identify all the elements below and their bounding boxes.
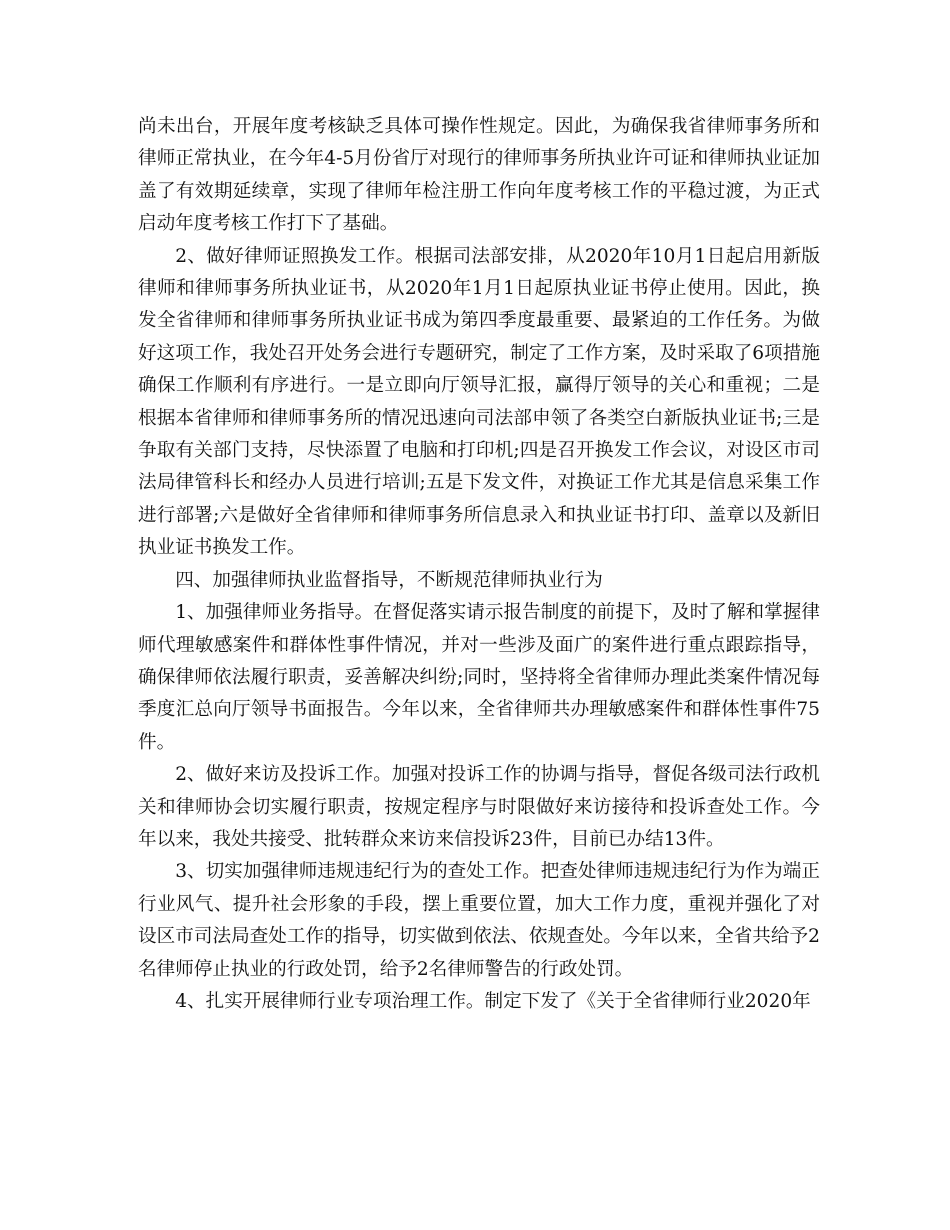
paragraph-complaints: 2、做好来访及投诉工作。加强对投诉工作的协调与指导，督促各级司法行政机关和律师协会切实履行职责，按规定程序与时限做好来访接待和投诉查处工作。今年以来，我处共接受、批转群众来访来信投诉23件，目前已办结13件。: [138, 764, 820, 850]
paragraph-special-governance: 4、扎实开展律师行业专项治理工作。制定下发了《关于全省律师行业2020年: [175, 990, 811, 1012]
paragraph-violations: 3、切实加强律师违规违纪行为的查处工作。把查处律师违规违纪行为作为端正行业风气、提升社会形象的手段，摆上重要位置，加大工作力度，重视并强化了对设区市司法局查处工作的指导，切实做到依法、依规查处。今年以来，全省共给予2名律师停止执业的行政处罚，给予2名律师警告的行政处罚。: [138, 861, 820, 980]
paragraph-license-renewal: 2、做好律师证照换发工作。根据司法部安排，从2020年10月1日起启用新版律师和律师事务所执业证书，从2020年1月1日起原执业证书停止使用。因此，换发全省律师和律师事务所执业证书成为第四季度最重要、最紧迫的工作任务。为做好这项工作，我处召开处务会进行专题研究，制定了工作方案，及时采取了6项措施确保工作顺利有序进行。一是立即向厅领导汇报，赢得厅领导的关心和重视；二是根据本省律师和律师事务所的情况迅速向司法部申领了各类空白新版执业证书;三是争取有关部门支持，尽快添置了电脑和打印机;四是召开换发工作会议，对设区市司法局律管科长和经办人员进行培训;五是下发文件，对换证工作尤其是信息采集工作进行部署;六是做好全省律师和律师事务所信息录入和执业证书打印、盖章以及新旧执业证书换发工作。: [138, 245, 820, 559]
section-heading-supervision: 四、加强律师执业监督指导，不断规范律师执业行为: [175, 569, 603, 591]
paragraph-business-guidance: 1、加强律师业务指导。在督促落实请示报告制度的前提下，及时了解和掌握律师代理敏感案件和群体性事件情况，并对一些涉及面广的案件进行重点跟踪指导，确保律师依法履行职责，妥善解决纠纷;同时，坚持将全省律师办理此类案件情况每季度汇总向厅领导书面报告。今年以来，全省律师共办理敏感案件和群体性事件75件。: [138, 602, 820, 753]
paragraph-continuation: 尚未出台，开展年度考核缺乏具体可操作性规定。因此，为确保我省律师事务所和律师正常执业，在今年4-5月份省厅对现行的律师事务所执业许可证和律师执业证加盖了有效期延续章，实现了律师年检注册工作向年度考核工作的平稳过渡，为正式启动年度考核工作打下了基础。: [138, 116, 820, 235]
